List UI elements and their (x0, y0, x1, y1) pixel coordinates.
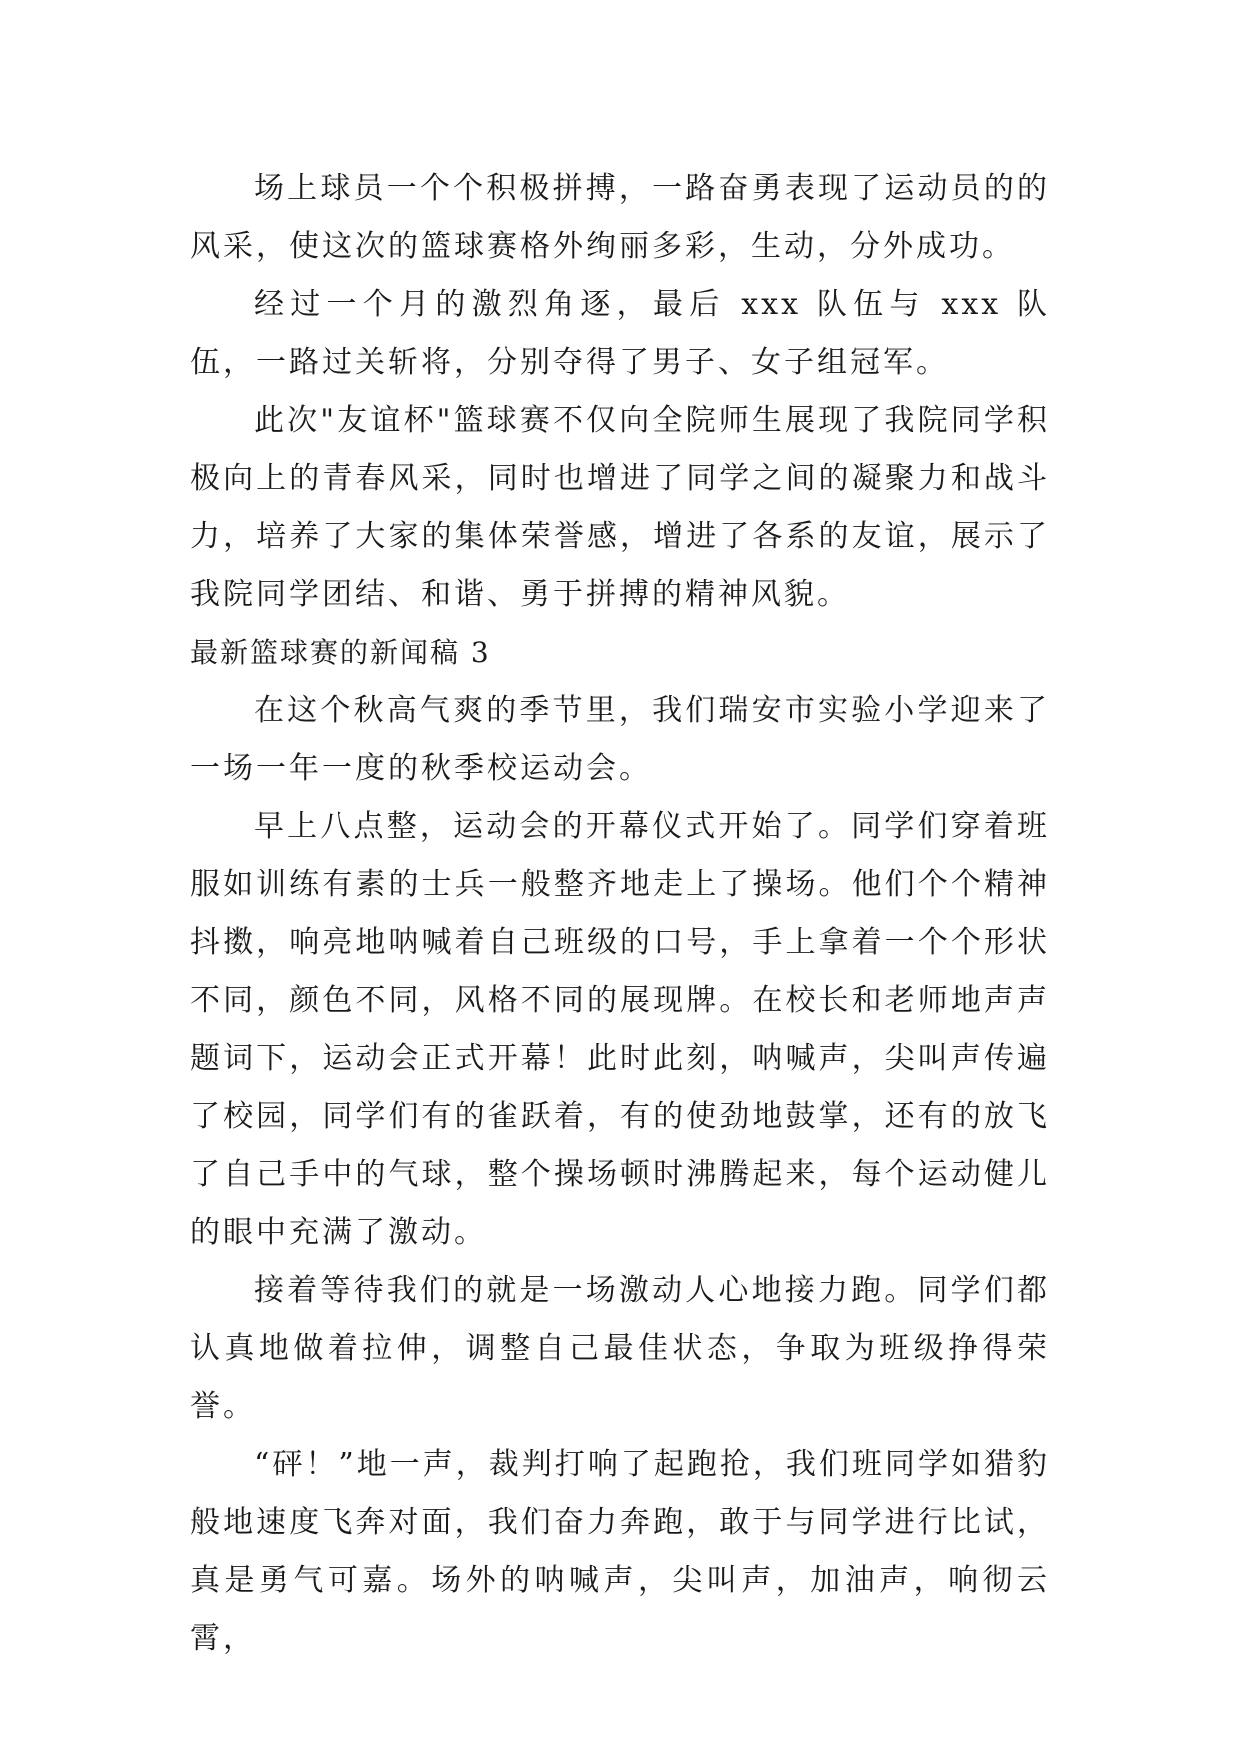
document-body (190, 160, 1050, 1668)
paragraph: 场上球员一个个积极拼搏，一路奋勇表现了运动员的的风采，使这次的篮球赛格外绚丽多彩，生动，分外成功。 (190, 171, 1050, 264)
paragraph: 此次"友谊杯"篮球赛不仅向全院师生展现了我院同学积极向上的青春风采，同时也增进了同学之间的凝聚力和战斗力，培养了大家的集体荣誉感，增进了各系的友谊，展示了我院同学团结、和谐、勇于拼搏的精神风貌。 (190, 403, 1050, 612)
section-title: 最新篮球赛的新闻稿 3 (190, 636, 491, 669)
paragraph: 接着等待我们的就是一场激动人心地接力跑。同学们都认真地做着拉伸，调整自己最佳状态，争取为班级挣得荣誉。 (190, 1273, 1050, 1424)
paragraph: 早上八点整，运动会的开幕仪式开始了。同学们穿着班服如训练有素的士兵一般整齐地走上了操场。他们个个精神抖擞，响亮地呐喊着自己班级的口号，手上拿着一个个形状不同，颜色不同，风格不同的展现牌。在校长和老师地声声题词下，运动会正式开幕！此时此刻，呐喊声，尖叫声传遍了校园，同学们有的雀跃着，有的使劲地鼓掌，还有的放飞了自己手中的气球，整个操场顿时沸腾起来，每个运动健儿的眼中充满了激动。 (190, 809, 1050, 1250)
paragraph: 经过一个月的激烈角逐，最后 xxx 队伍与 xxx 队伍，一路过关斩将，分别夺得了男子、女子组冠军。 (190, 287, 1050, 380)
paragraph: “砰！”地一声，裁判打响了起跑抢，我们班同学如猎豹般地速度飞奔对面，我们奋力奔跑，敢于与同学进行比试，真是勇气可嘉。场外的呐喊声，尖叫声，加油声，响彻云霄， (190, 1447, 1050, 1656)
paragraph: 在这个秋高气爽的季节里，我们瑞安市实验小学迎来了一场一年一度的秋季校运动会。 (190, 693, 1050, 786)
